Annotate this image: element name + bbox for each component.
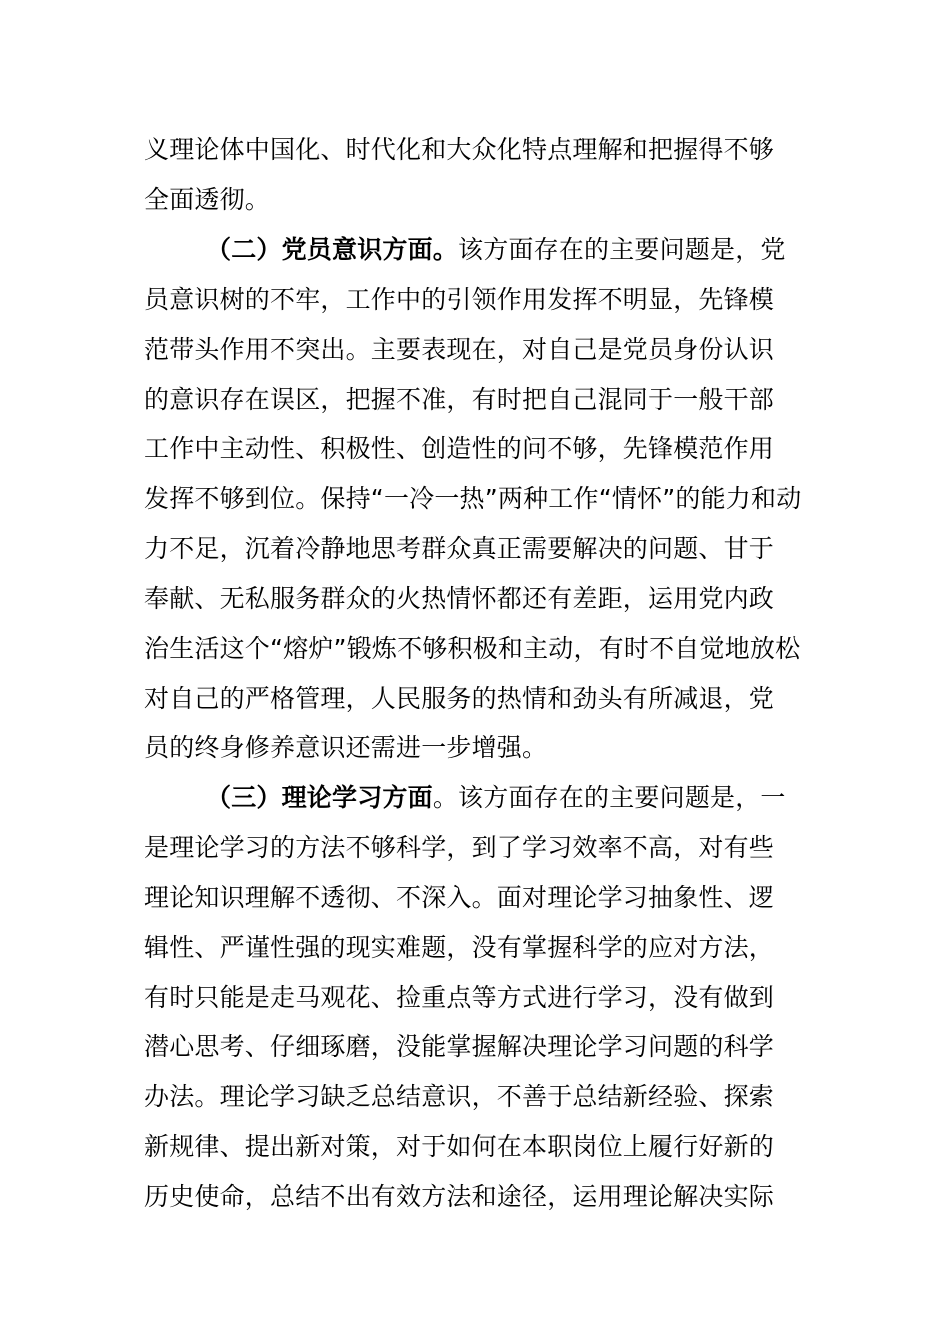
section-heading-line: （三）理论学习方面。该方面存在的主要问题是，一 [206,783,786,812]
text-line: 新规律、提出新对策，对于如何在本职岗位上履行好新的 [144,1132,775,1161]
text-line: 义理论体中国化、时代化和大众化特点理解和把握得不够 [144,135,775,164]
section-heading-line: （二）党员意识方面。该方面存在的主要问题是，党 [206,235,786,264]
text-line: 对自己的严格管理，人民服务的热情和劲头有所减退，党 [144,684,775,713]
text-line: 办法。理论学习缺乏总结意识，不善于总结新经验、探索 [144,1082,775,1111]
section-heading: （二）党员意识方面。 [206,235,459,264]
text-line: 员意识树的不牢，工作中的引领作用发挥不明显，先锋模 [144,285,775,314]
text-line: 是理论学习的方法不够科学，到了学习效率不高，对有些 [144,833,775,862]
text-line: 奉献、无私服务群众的火热情怀都还有差距，运用党内政 [144,584,775,613]
text-line: 工作中主动性、积极性、创造性的问不够，先锋模范作用 [144,434,775,463]
text-line: 范带头作用不突出。主要表现在，对自己是党员身份认识 [144,335,775,364]
text-line: 发挥不够到位。保持“一冷一热”两种工作“情怀”的能力和动 [144,484,802,513]
section-heading: （三）理论学习方面 [206,783,433,812]
text-line: 力不足，沉着冷静地思考群众真正需要解决的问题、甘于 [144,534,775,563]
text-line: 全面透彻。 [144,185,271,214]
text-line: 辑性、严谨性强的现实难题，没有掌握科学的应对方法， [144,933,775,962]
text-line: 理论知识理解不透彻、不深入。面对理论学习抽象性、逻 [144,883,775,912]
text-line: 历史使命，总结不出有效方法和途径，运用理论解决实际 [144,1182,775,1211]
text-line: 潜心思考、仔细琢磨，没能掌握解决理论学习问题的科学 [144,1032,775,1061]
text-line: 有时只能是走马观花、捡重点等方式进行学习，没有做到 [144,983,775,1012]
text-line: 治生活这个“熔炉”锻炼不够积极和主动，有时不自觉地放松 [144,634,801,663]
text-line: 员的终身修养意识还需进一步增强。 [144,733,548,762]
text-line: 的意识存在误区，把握不准，有时把自己混同于一般干部 [144,385,775,414]
